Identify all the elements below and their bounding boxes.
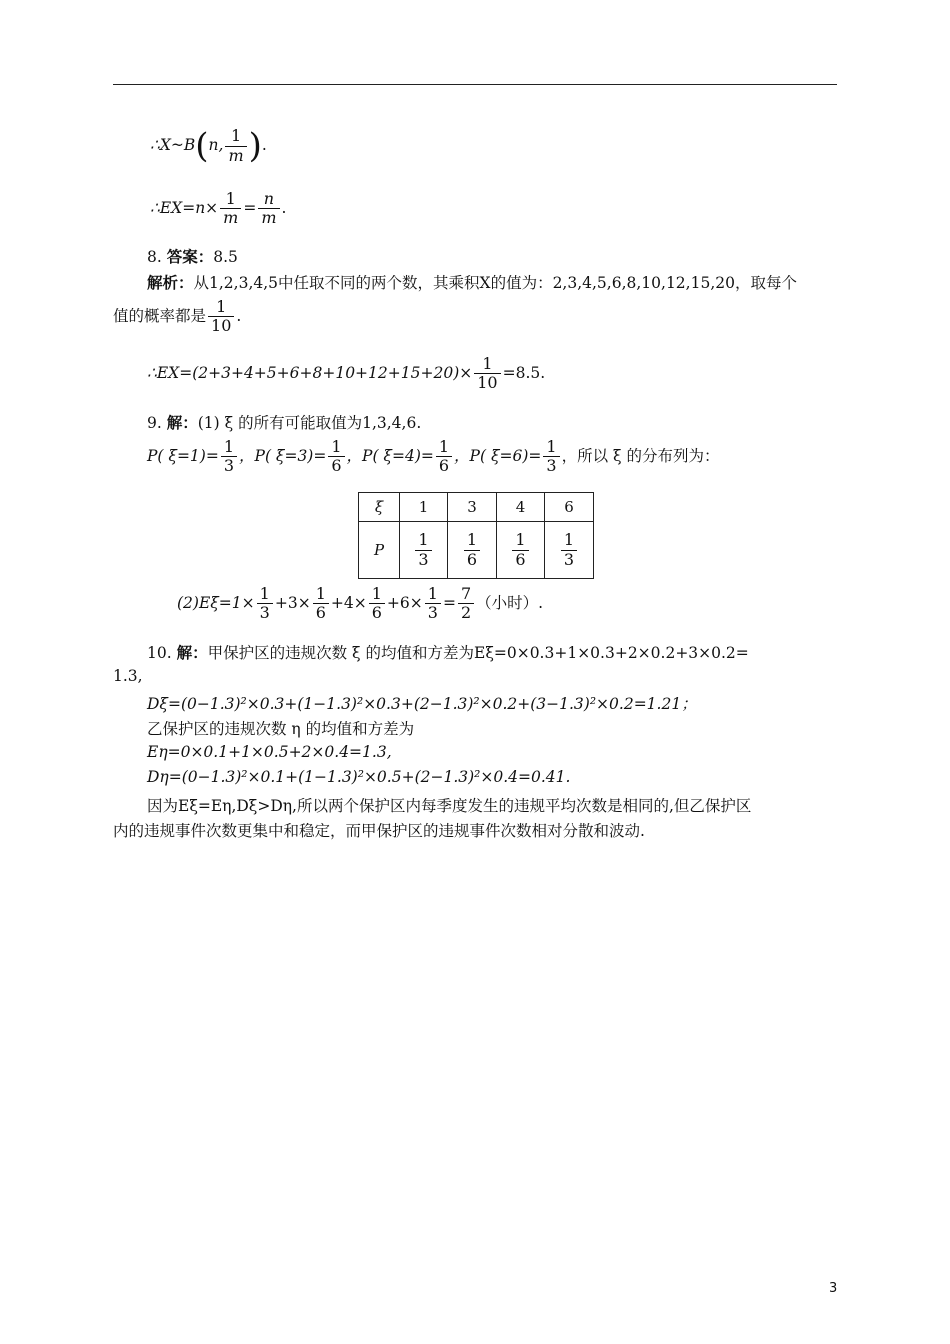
fraction [258,190,279,228]
table-cell [448,522,497,579]
q10-text-5: Eη=0×0.1+1×0.5+2×0.4=1.3, [147,743,392,761]
fraction-numerator: 1 [369,585,385,604]
table-header-cell: ξ [359,493,400,522]
fraction-numerator: 1 [561,531,577,550]
q10-line-8 [113,819,645,841]
fraction-numerator: 1 [474,355,500,374]
fraction-numerator: 1 [425,585,441,604]
fraction-denominator: 6 [438,456,450,476]
fraction [208,298,234,336]
q10-line-4 [147,717,414,739]
q8-prob-line [113,298,241,336]
table-header-cell: 1 [400,493,448,522]
right-paren: ) [248,126,262,166]
table-row [359,493,594,522]
fraction-numerator: 7 [458,585,474,604]
q10-text-2: 1.3, [113,667,143,685]
fraction [415,531,431,569]
table-cell [497,522,545,579]
q10-text-3: Dξ=(0−1.3)²×0.3+(1−1.3)²×0.3+(2−1.3)²×0.2+(3−1.3)²×0.2=1.21； [147,695,697,713]
fraction [221,438,237,476]
table-row-label: P [359,522,400,579]
fraction [458,585,474,623]
table-row [359,522,594,579]
fraction-denominator: m [261,208,277,228]
fraction-numerator: 1 [436,438,452,457]
fraction-denominator: 6 [515,549,526,569]
q9-expectation-tail: （小时）. [476,593,544,612]
q9-tail: ，所以 ξ 的分布列为： [561,446,720,465]
fraction [512,531,528,569]
fraction [328,438,344,476]
q8-answer-value: 8.5 [213,248,238,266]
fraction-denominator: 3 [259,603,270,623]
expectation-term: (2)Eξ=1× [177,593,255,612]
q10-text-4: 乙保护区的违规次数 η 的均值和方差为 [147,720,415,738]
expectation-term: +6× [386,593,423,612]
q9-line [147,411,421,433]
prob-label: ，P( ξ=3)= [239,446,327,465]
prob-label: P( ξ=1)= [147,446,219,465]
q10-number: 10. [147,644,172,662]
q10-text-7: 因为Eξ=Eη,Dξ>Dη,所以两个保护区内每季度发生的违规平均次数是相同的,但乙保护区 [147,797,752,815]
fraction-numerator: 1 [415,531,431,550]
table-cell [545,522,594,579]
fraction [425,585,441,623]
fraction-denominator: 6 [371,603,382,623]
q8-prob-end: . [236,306,242,325]
page-number: 3 [829,1281,838,1296]
fraction-numerator: 1 [543,438,559,457]
fraction-denominator: 3 [563,549,575,569]
table-header-cell: 4 [497,493,545,522]
fraction [220,190,241,228]
fraction-denominator: 3 [427,603,438,623]
fraction-denominator: 10 [477,373,498,393]
q10-line-7 [147,794,751,816]
fraction [436,438,452,476]
fraction-denominator: 6 [466,549,478,569]
q9-number: 9. [147,414,162,432]
fraction [474,355,500,393]
fraction [464,531,480,569]
fraction-denominator: 3 [546,456,557,476]
fraction-numerator: n [258,190,279,209]
q10-label: 解： [176,644,208,662]
q8-prob-text: 值的概率都是 [113,306,207,325]
fraction-numerator: 1 [220,190,241,209]
fraction-numerator: 1 [257,585,273,604]
q8-analysis-line [147,271,797,293]
q10-text-8: 内的违规事件次数更集中和稳定，而甲保护区的违规事件次数相对分散和波动. [113,822,645,840]
q10-text-6: Dη=(0−1.3)²×0.1+(1−1.3)²×0.5+(2−1.3)²×0.4=0.41. [147,768,571,786]
q8-expectation-text: ∴EX=(2+3+4+5+6+8+10+12+15+20)× [147,363,473,382]
fraction-denominator: m [228,145,244,165]
q8-number: 8. [147,248,162,266]
q9-text: (1) ξ 的所有可能取值为1,3,4,6. [197,414,422,432]
q8-answer-label: 答案： [166,248,214,266]
distribution-table [358,492,594,579]
q10-text-1: 甲保护区的违规次数 ξ 的均值和方差为Eξ=0×0.3+1×0.3+2×0.2+3×0.2= [207,644,749,662]
fraction-denominator: 2 [460,603,472,623]
fraction-denominator: m [223,208,239,228]
fraction-numerator: 1 [464,531,480,550]
fraction-numerator: 1 [221,438,237,457]
q8-analysis-text: 从1,2,3,4,5中任取不同的两个数，其乘积X的值为：2,3,4,5,6,8,10,12,15,20，取每个 [193,274,797,292]
binomial-prefix: ∴X~B [150,136,196,154]
q8-expectation-end: =8.5. [502,363,546,382]
q9-expectation-line [177,585,543,623]
fraction-numerator: 1 [208,298,234,317]
binomial-n: n, [208,136,224,154]
equals-sign: = [243,198,257,217]
fraction-denominator: 6 [331,456,342,476]
fraction-denominator: 3 [223,456,235,476]
binomial-line [150,126,267,166]
expectation-line [150,190,286,228]
q9-label: 解： [166,414,198,432]
left-paren: ( [195,126,209,166]
expectation-term: +3× [274,593,311,612]
q10-line-2 [113,667,143,685]
fraction [561,531,577,569]
fraction-denominator: 3 [418,549,429,569]
fraction [543,438,559,476]
fraction-numerator: 1 [313,585,329,604]
q8-expectation-line [147,355,545,393]
q10-line-6 [147,768,570,786]
fraction-denominator: 6 [315,603,326,623]
q8-answer-line [147,245,238,267]
fraction [257,585,273,623]
fraction-numerator: 1 [328,438,344,457]
fraction-denominator: 10 [211,316,232,336]
prob-label: ，P( ξ=6)= [454,446,542,465]
q9-probabilities-line [147,438,719,476]
fraction [369,585,385,623]
table-header-cell: 3 [448,493,497,522]
header-rule [113,84,837,85]
prob-label: ，P( ξ=4)= [346,446,434,465]
expectation-term: +4× [330,593,367,612]
fraction-numerator: 1 [512,531,528,550]
q10-line-5 [147,743,392,761]
expectation-end: . [281,198,287,217]
fraction [313,585,329,623]
table-header-cell: 6 [545,493,594,522]
fraction [225,127,246,165]
expectation-term: = [442,593,456,612]
binomial-end: . [261,136,267,154]
q10-line-1 [147,641,749,663]
table-cell [400,522,448,579]
q10-line-3 [147,692,697,714]
fraction-numerator: 1 [225,127,246,146]
q8-analysis-label: 解析： [147,274,194,292]
expectation-prefix: ∴EX=n× [150,198,219,217]
